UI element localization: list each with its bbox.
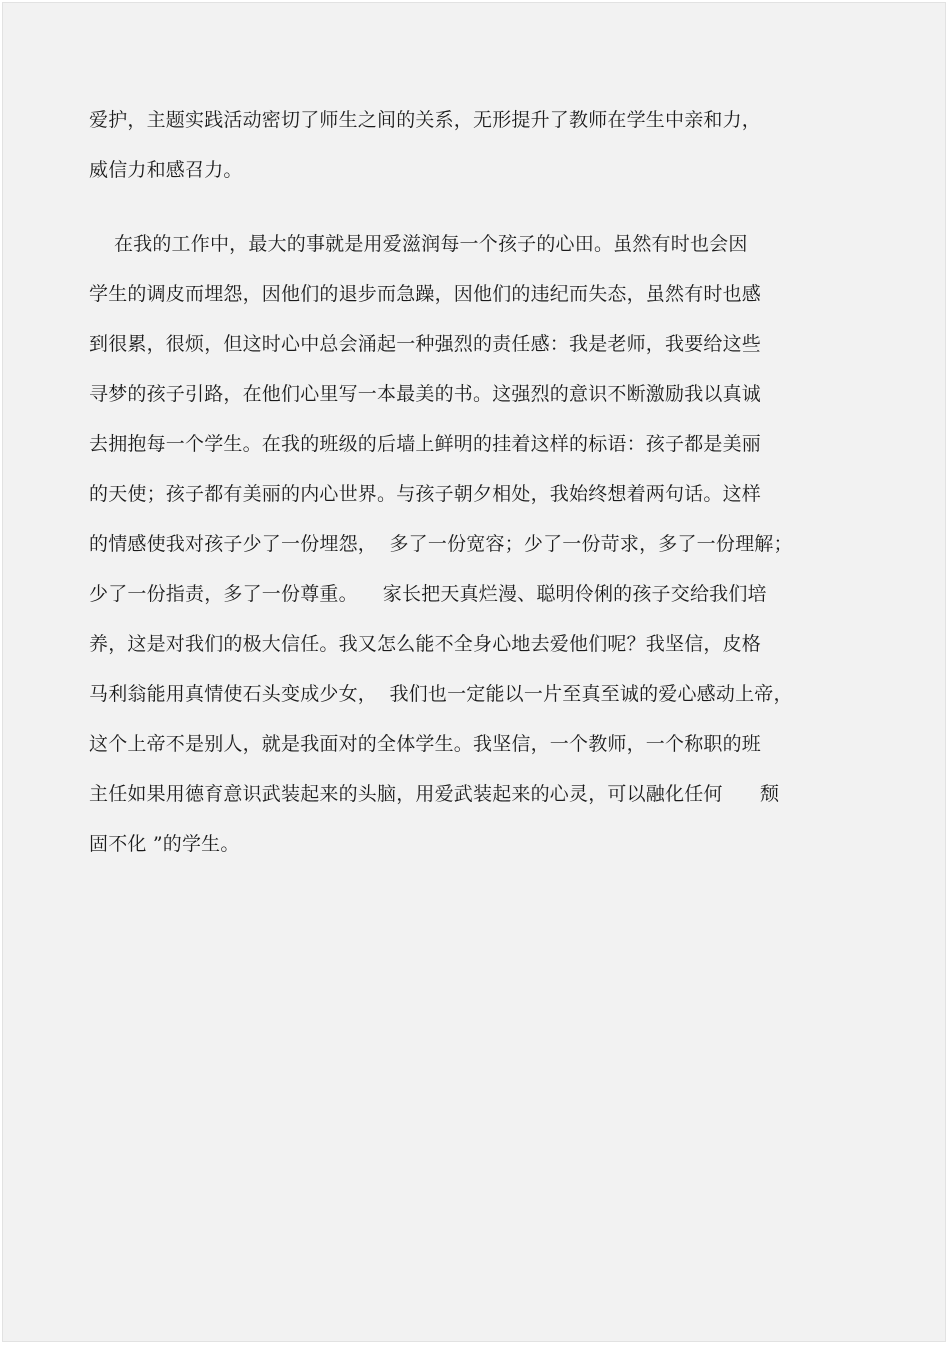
text-line: 马利翁能用真情使石头变成少女， 我们也一定能以一片至真至诚的爱心感动上帝， (89, 683, 793, 705)
text-line: 到很累，很烦，但这时心中总会涌起一种强烈的责任感：我是老师，我要给这些 (89, 333, 762, 355)
text-line: 养，这是对我们的极大信任。我又怎么能不全身心地去爱他们呢？我坚信，皮格 (89, 633, 762, 655)
text-line: 去拥抱每一个学生。在我的班级的后墙上鲜明的挂着这样的标语：孩子都是美丽 (89, 433, 762, 455)
text-line: 固不化 ”的学生。 (89, 833, 240, 855)
text-line: 威信力和感召力。 (89, 159, 243, 181)
text-line: 的天使；孩子都有美丽的内心世界。与孩子朝夕相处，我始终想着两句话。这样 (89, 483, 762, 505)
text-line: 在我的工作中，最大的事就是用爱滋润每一个孩子的心田。虽然有时也会因 (89, 233, 748, 255)
text-line: 的情感使我对孩子少了一份埋怨， 多了一份宽容；少了一份苛求，多了一份理解； (89, 533, 793, 555)
text-line: 主任如果用德育意识武装起来的头脑，用爱武装起来的心灵，可以融化任何 颓 (89, 783, 780, 805)
text-line: 学生的调皮而埋怨，因他们的退步而急躁，因他们的违纪而失态，虽然有时也感 (89, 283, 762, 305)
text-line: 寻梦的孩子引路，在他们心里写一本最美的书。这强烈的意识不断激励我以真诚 (89, 383, 762, 405)
text-line: 这个上帝不是别人，就是我面对的全体学生。我坚信，一个教师，一个称职的班 (89, 733, 762, 755)
text-line: 少了一份指责，多了一份尊重。 家长把天真烂漫、聪明伶俐的孩子交给我们培 (89, 583, 767, 605)
text-line: 爱护，主题实践活动密切了师生之间的关系，无形提升了教师在学生中亲和力， (89, 109, 762, 131)
document-page (2, 2, 946, 1342)
